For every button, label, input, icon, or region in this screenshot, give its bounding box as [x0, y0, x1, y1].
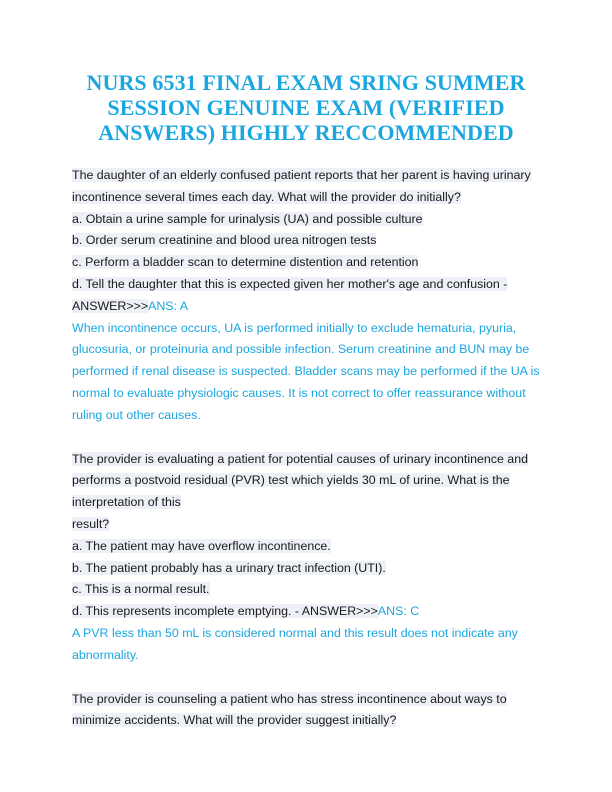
- question-2-rationale-line-1: A PVR less than 50 mL is considered normal and this result does not indicate any: [72, 625, 518, 640]
- question-1: [72, 165, 540, 427]
- question-1-rationale-line-1: When incontinence occurs, UA is performed initially to exclude hematuria, pyuria,: [72, 320, 517, 335]
- question-2-stem-line-1: The provider is evaluating a patient for potential causes of urinary incontinence and: [72, 451, 528, 466]
- question-1-option-c: c. Perform a bladder scan to determine distention and retention: [72, 255, 419, 270]
- answer-prefix: ANSWER>>>: [301, 604, 378, 619]
- spacer: [72, 667, 540, 689]
- question-2-stem-line-4: result?: [72, 516, 110, 531]
- answer-prefix: ANSWER>>>: [72, 298, 149, 313]
- question-1-rationale-line-5: ruling out other causes.: [72, 407, 201, 422]
- question-1-option-b: b. Order serum creatinine and blood urea nitrogen tests: [72, 233, 377, 248]
- question-2-option-b: b. The patient probably has a urinary tract infection (UTI).: [72, 560, 386, 575]
- question-1-stem-line-2: incontinence several times each day. What will the provider do initially?: [72, 189, 461, 204]
- question-1-rationale-line-3: performed if renal disease is suspected. Bladder scans may be performed if the UA is: [72, 364, 540, 379]
- question-2-rationale-line-2: abnormality.: [72, 647, 139, 662]
- question-1-stem-line-1: The daughter of an elderly confused patient reports that her parent is having urinary: [72, 168, 531, 182]
- answer-key: ANS: A: [148, 298, 189, 313]
- question-2-option-d: d. This represents incomplete emptying. - ANSWER>>>ANS: C: [72, 604, 420, 619]
- question-2: [72, 449, 540, 667]
- question-1-rationale-line-2: glucosuria, or proteinuria and possible infection. Serum creatinine and BUN may be: [72, 342, 530, 357]
- question-1-option-a: a. Obtain a urine sample for urinalysis (UA) and possible culture: [72, 211, 423, 226]
- title-line-1: NURS 6531 FINAL EXAM SRING SUMMER: [86, 70, 526, 95]
- document-title: [72, 70, 540, 145]
- question-1-rationale-line-4: normal to evaluate physiologic causes. It is not correct to offer reassurance without: [72, 385, 526, 400]
- question-2-option-a: a. The patient may have overflow incontinence.: [72, 538, 331, 553]
- question-1-answer-line: [72, 296, 540, 318]
- question-3-stem-line-2: minimize accidents. What will the provider suggest initially?: [72, 713, 397, 728]
- question-2-stem-line-2: performs a postvoid residual (PVR) test which yields 30 mL of urine. What is the: [72, 473, 510, 488]
- question-3-stem-line-1: The provider is counseling a patient who has stress incontinence about ways to: [72, 691, 507, 706]
- question-3: [72, 689, 540, 733]
- title-line-3: ANSWERS) HIGHLY RECCOMMENDED: [98, 120, 514, 145]
- title-line-2: SESSION GENUINE EXAM (VERIFIED: [107, 95, 505, 120]
- answer-key: ANS: C: [377, 604, 420, 619]
- question-2-option-c: c. This is a normal result.: [72, 582, 210, 597]
- question-1-option-d: d. Tell the daughter that this is expected given her mother's age and confusion -: [72, 276, 508, 291]
- question-2-stem-line-3: interpretation of this: [72, 495, 181, 510]
- spacer: [72, 427, 540, 449]
